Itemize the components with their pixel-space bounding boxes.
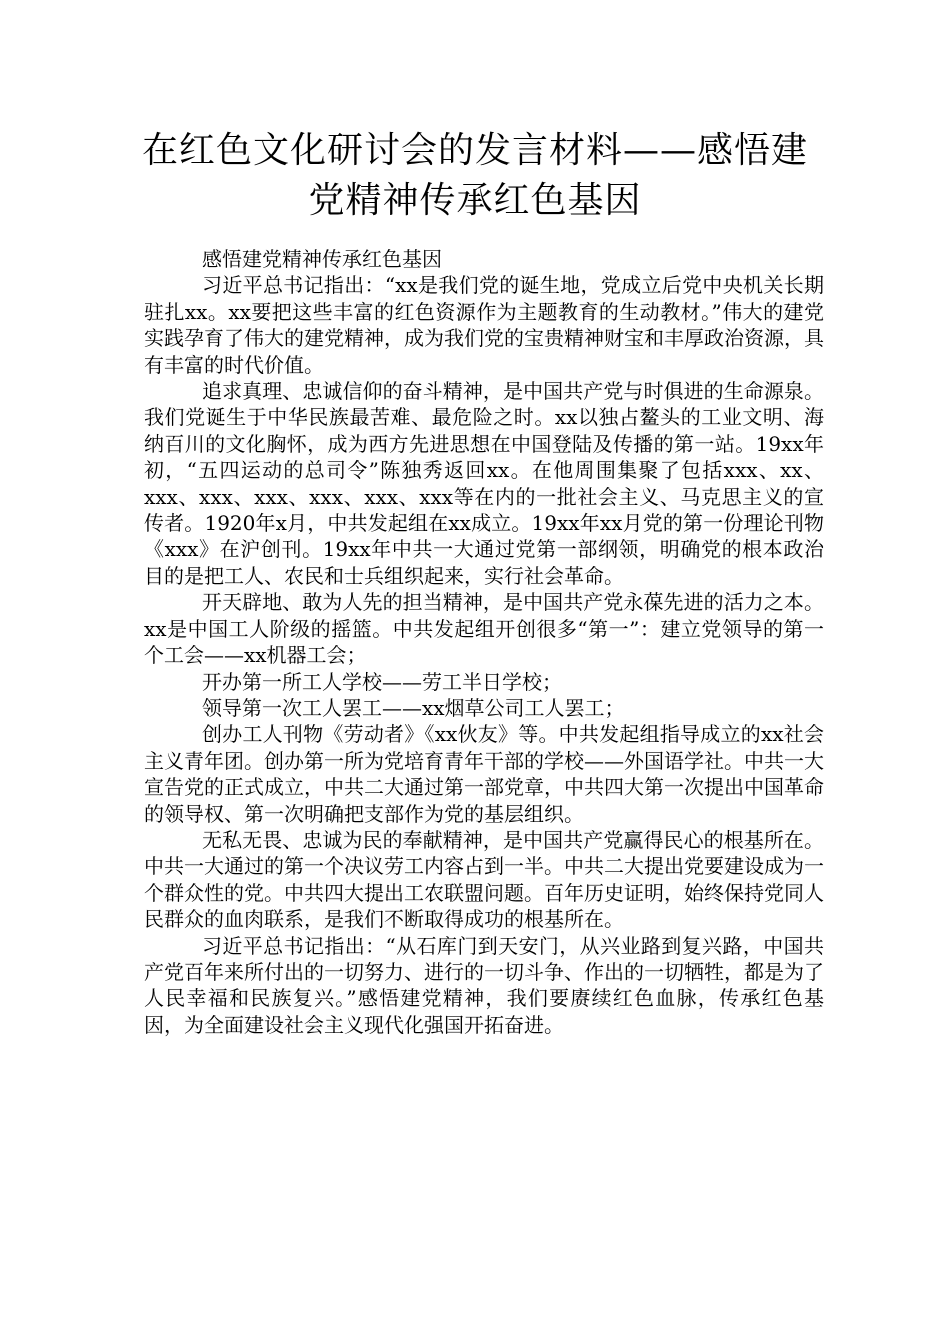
subtitle-paragraph: 感悟建党精神传承红色基因 bbox=[202, 247, 442, 271]
body-paragraph: 无私无畏、忠诚为民的奉献精神，是中国共产党赢得民心的根基所在。中共一大通过的第一个决议劳工内容占到一半。中共二大提出党要建设成为一个群众性的党。中共四大提出工农联盟问题。百年历史证明，始终保持党同人民群众的血肉联系，是我们不断取得成功的根基所在。 bbox=[144, 827, 824, 932]
body-paragraph: 创办工人刊物《劳动者》《xx伙友》等。中共发起组指导成立的xx社会主义青年团。创办第一所为党培育青年干部的学校——外国语学社。中共一大宣告党的正式成立，中共二大通过第一部党章，中共四大第一次提出中国革命的领导权、第一次明确把支部作为党的基层组织。 bbox=[144, 722, 824, 826]
document-title: 在红色文化研讨会的发言材料——感悟建党精神传承红色基因 bbox=[141, 130, 808, 221]
body-paragraph: 习近平总书记指出：“从石库门到天安门，从兴业路到复兴路，中国共产党百年来所付出的一切努力、进行的一切斗争、作出的一切牺牲，都是为了人民幸福和民族复兴。”感悟建党精神，我们要赓续红色血脉，传承红色基因，为全面建设社会主义现代化强国开拓奋进。 bbox=[144, 933, 824, 1037]
body-paragraph: 习近平总书记指出：“xx是我们党的诞生地，党成立后党中央机关长期驻扎xx。xx要把这些丰富的红色资源作为主题教育的生动教材。”伟大的建党实践孕育了伟大的建党精神，成为我们党的宝贵精神财宝和丰厚政治资源，具有丰富的时代价值。 bbox=[144, 273, 824, 377]
body-paragraph: 领导第一次工人罢工——xx烟草公司工人罢工； bbox=[202, 695, 625, 720]
body-paragraph: 开办第一所工人学校——劳工半日学校； bbox=[202, 669, 562, 694]
document-body bbox=[144, 246, 824, 1038]
body-paragraph: 开天辟地、敢为人先的担当精神，是中国共产党永葆先进的活力之本。xx是中国工人阶级的摇篮。中共发起组开创很多“第一”：建立党领导的第一个工会——xx机器工会； bbox=[144, 590, 824, 668]
body-paragraph: 追求真理、忠诚信仰的奋斗精神，是中国共产党与时俱进的生命源泉。我们党诞生于中华民族最苦难、最危险之时。xx以独占鳌头的工业文明、海纳百川的文化胸怀，成为西方先进思想在中国登陆及传播的第一站。19xx年初，“五四运动的总司令”陈独秀返回xx。在他周围集聚了包括xxx、xx、xxx、xxx、xxx、xxx、xxx、xxx等在内的一批社会主义、马克思主义的宣传者。1920年x月，中共发起组在xx成立。19xx年xx月党的第一份理论刊物《xxx》在沪创刊。19xx年中共一大通过党第一部纲领，明确党的根本政治目的是把工人、农民和士兵组织起来，实行社会革命。 bbox=[144, 379, 824, 588]
